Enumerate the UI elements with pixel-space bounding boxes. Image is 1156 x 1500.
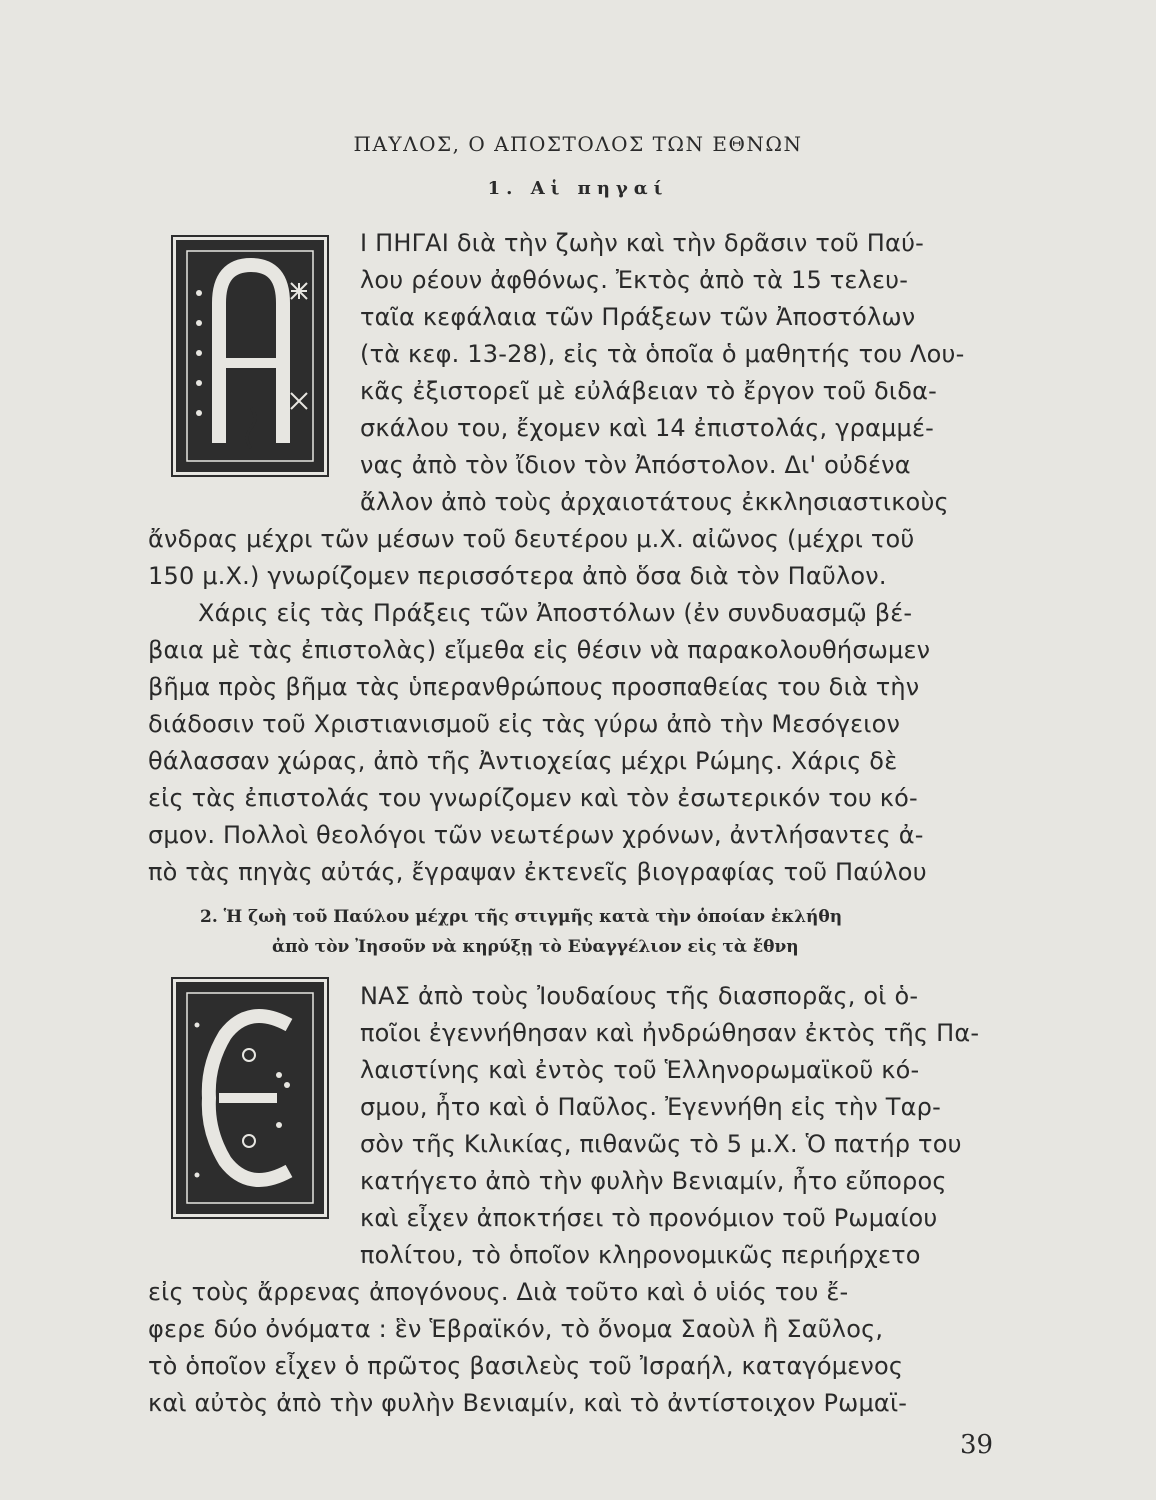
section-2-heading-line2: ἀπὸ τὸν Ἰησοῦν νὰ κηρύξῃ τὸ Εὐαγγέλιον εἰς τὰ ἔθνη <box>272 937 799 957</box>
ornament-letter-e-icon <box>179 985 321 1211</box>
paragraph-line: πολίτου, τὸ ὁποῖον κληρονομικῶς περιήρχετο <box>360 1241 921 1269</box>
decorated-initial-a <box>176 240 324 472</box>
paragraph-line: σμον. Πολλοὶ θεολόγοι τῶν νεωτέρων χρόνων, ἀντλήσαντες ἀ- <box>148 821 924 849</box>
paragraph-line: φερε δύο ὀνόματα : ἓν Ἑβραϊκόν, τὸ ὄνομα Σαοὺλ ἢ Σαῦλος, <box>148 1315 884 1343</box>
paragraph-line: σκάλου του, ἔχομεν καὶ 14 ἐπιστολάς, γραμμέ- <box>360 414 935 442</box>
paragraph-line: ἄνδρας μέχρι τῶν μέσων τοῦ δευτέρου μ.Χ. αἰῶνος (μέχρι τοῦ <box>148 525 915 553</box>
page-number: 39 <box>960 1430 994 1460</box>
page-title: ΠΑΥΛΟΣ, Ο ΑΠΟΣΤΟΛΟΣ ΤΩΝ ΕΘΝΩΝ <box>353 132 803 156</box>
paragraph-line: πὸ τὰς πηγὰς αὐτάς, ἔγραψαν ἐκτενεῖς βιογραφίας τοῦ Παύλου <box>148 858 927 886</box>
paragraph-line: θάλασσαν χώρας, ἀπὸ τῆς Ἀντιοχείας μέχρι Ρώμης. Χάρις δὲ <box>148 747 898 775</box>
decorated-initial-e <box>176 982 324 1214</box>
paragraph-line: νας ἀπὸ τὸν ἴδιον τὸν Ἀπόστολον. Δι' οὐδένα <box>360 451 911 479</box>
paragraph-line: σὸν τῆς Κιλικίας, πιθανῶς τὸ 5 μ.Χ. Ὁ πατήρ του <box>360 1130 962 1158</box>
paragraph-line: εἰς τοὺς ἄρρενας ἀπογόνους. Διὰ τοῦτο καὶ ὁ υἱός του ἔ- <box>148 1278 849 1306</box>
paragraph-line: σμου, ἦτο καὶ ὁ Παῦλος. Ἐγεννήθη εἰς τὴν Ταρ- <box>360 1093 941 1121</box>
paragraph-line: κᾶς ἐξιστορεῖ μὲ εὐλάβειαν τὸ ἔργον τοῦ διδα- <box>360 377 937 405</box>
paragraph-line: ταῖα κεφάλαια τῶν Πράξεων τῶν Ἀποστόλων <box>360 303 916 331</box>
paragraph-line: λαιστίνης καὶ ἐντὸς τοῦ Ἑλληνορωμαϊκοῦ κό- <box>360 1056 920 1084</box>
paragraph-line: ποῖοι ἐγεννήθησαν καὶ ἠνδρώθησαν ἐκτὸς τῆς Πα- <box>360 1019 980 1047</box>
paragraph-line: τὸ ὁποῖον εἶχεν ὁ πρῶτος βασιλεὺς τοῦ Ἰσραήλ, καταγόμενος <box>148 1352 904 1380</box>
paragraph-line: εἰς τὰς ἐπιστολάς του γνωρίζομεν καὶ τὸν ἐσωτερικόν του κό- <box>148 784 918 812</box>
paragraph-line: Ι ΠΗΓΑΙ διὰ τὴν ζωὴν καὶ τὴν δρᾶσιν τοῦ Παύ- <box>360 229 925 257</box>
paragraph-line: λου ρέουν ἀφθόνως. Ἐκτὸς ἀπὸ τὰ 15 τελευ- <box>360 266 909 294</box>
paragraph-line: κατήγετο ἀπὸ τὴν φυλὴν Βενιαμίν, ἦτο εὔπορος <box>360 1167 947 1195</box>
paragraph-line: 150 μ.Χ.) γνωρίζομεν περισσότερα ἀπὸ ὅσα διὰ τὸν Παῦλον. <box>148 562 887 590</box>
section-1-heading: 1. Αἱ πηγαί <box>487 178 669 199</box>
paragraph-line: διάδοσιν τοῦ Χριστιανισμοῦ εἰς τὰς γύρω ἀπὸ τὴν Μεσόγειον <box>148 710 901 738</box>
section-2-heading-line1: 2. Ἡ ζωὴ τοῦ Παύλου μέχρι τῆς στιγμῆς κατὰ τὴν ὁποίαν ἐκλήθη <box>200 907 843 927</box>
paragraph-line: βῆμα πρὸς βῆμα τὰς ὑπερανθρώπους προσπαθείας του διὰ τὴν <box>148 673 920 701</box>
paragraph-line: Χάρις εἰς τὰς Πράξεις τῶν Ἀποστόλων (ἐν συνδυασμῷ βέ- <box>198 599 913 627</box>
paragraph-line: καὶ αὐτὸς ἀπὸ τὴν φυλὴν Βενιαμίν, καὶ τὸ ἀντίστοιχον Ρωμαϊ- <box>148 1389 908 1417</box>
paragraph-line: (τὰ κεφ. 13-28), εἰς τὰ ὁποῖα ὁ μαθητής του Λου- <box>360 340 965 368</box>
paragraph-line: ἄλλον ἀπὸ τοὺς ἀρχαιοτάτους ἐκκλησιαστικοὺς <box>360 488 949 516</box>
paragraph-line: ΝΑΣ ἀπὸ τοὺς Ἰουδαίους τῆς διασπορᾶς, οἱ ὁ- <box>360 982 919 1010</box>
paragraph-line: καὶ εἶχεν ἀποκτήσει τὸ προνόμιον τοῦ Ρωμαίου <box>360 1204 938 1232</box>
ornament-letter-a-icon <box>179 243 321 469</box>
paragraph-line: βαια μὲ τὰς ἐπιστολὰς) εἴμεθα εἰς θέσιν νὰ παρακολουθήσωμεν <box>148 636 931 664</box>
